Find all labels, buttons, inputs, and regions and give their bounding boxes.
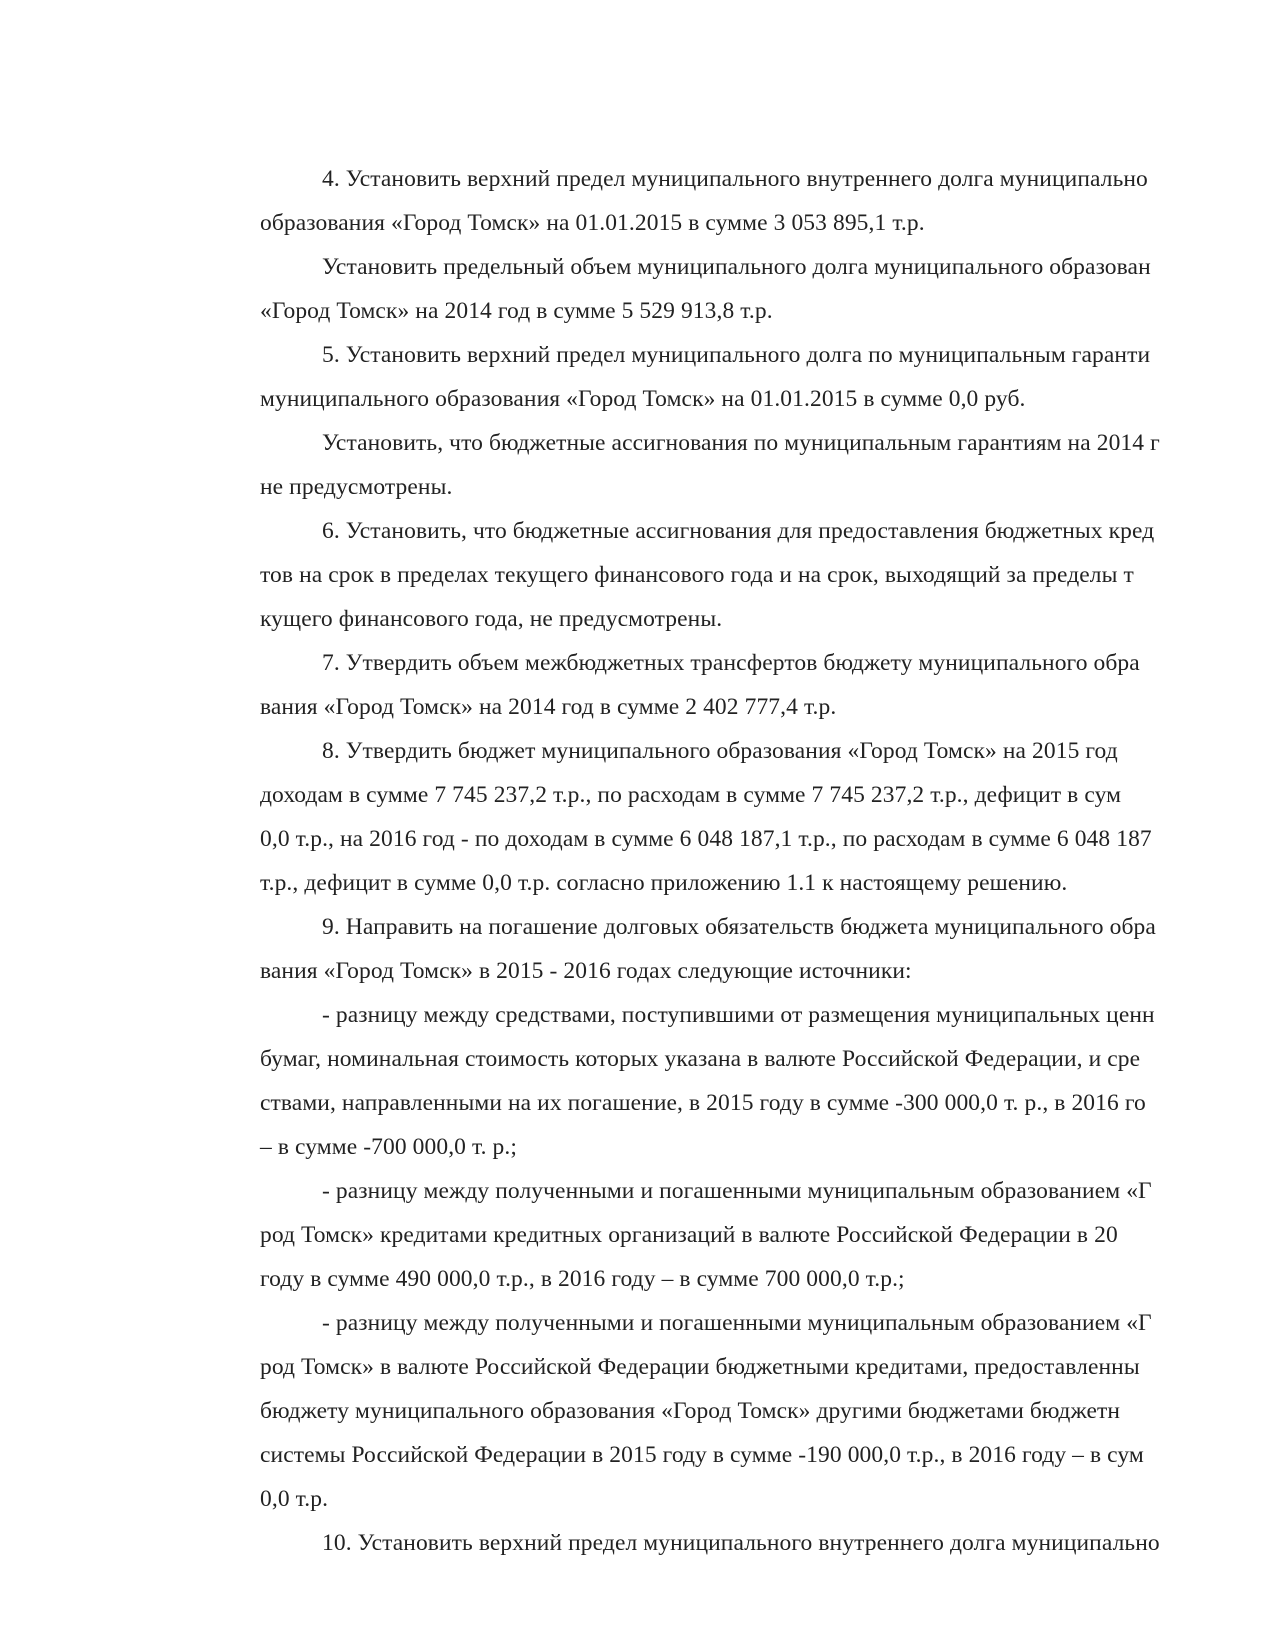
paragraph-4-line-2: образования «Город Томск» на 01.01.2015 в сумме 3 053 895,1 т.р.: [260, 210, 925, 236]
list-item-1-line-3: ствами, направленными на их погашение, в 2015 году в сумме -300 000,0 т. р., в 2016 го: [260, 1090, 1146, 1116]
paragraph-6-line-1: 6. Установить, что бюджетные ассигнования для предоставления бюджетных кред: [322, 518, 1155, 544]
list-item-3-line-1: - разницу между полученными и погашенными муниципальным образованием «Г: [322, 1310, 1152, 1336]
list-item-3-line-5: 0,0 т.р.: [260, 1486, 329, 1512]
paragraph-6-line-3: кущего финансового года, не предусмотрены.: [260, 606, 723, 632]
list-item-2-line-2: род Томск» кредитами кредитных организаций в валюте Российской Федерации в 20: [260, 1222, 1118, 1248]
paragraph-8-line-1: 8. Утвердить бюджет муниципального образования «Город Томск» на 2015 год: [322, 738, 1118, 764]
paragraph-5b-line-1: Установить, что бюджетные ассигнования по муниципальным гарантиям на 2014 г: [322, 430, 1160, 456]
list-item-1-line-2: бумаг, номинальная стоимость которых указана в валюте Российской Федерации, и сре: [260, 1046, 1141, 1072]
paragraph-9-line-1: 9. Направить на погашение долговых обязательств бюджета муниципального обра: [322, 914, 1156, 940]
paragraph-8-line-3: 0,0 т.р., на 2016 год - по доходам в сумме 6 048 187,1 т.р., по расходам в сумме 6 048 187: [260, 826, 1152, 852]
paragraph-8-line-2: доходам в сумме 7 745 237,2 т.р., по расходам в сумме 7 745 237,2 т.р., дефицит в сум: [260, 782, 1122, 808]
paragraph-5-line-1: 5. Установить верхний предел муниципального долга по муниципальным гаранти: [322, 342, 1151, 368]
paragraph-4b-line-2: «Город Томск» на 2014 год в сумме 5 529 913,8 т.р.: [260, 298, 773, 324]
list-item-1-line-4: – в сумме -700 000,0 т. р.;: [260, 1134, 518, 1160]
list-item-2-line-1: - разницу между полученными и погашенными муниципальным образованием «Г: [322, 1178, 1152, 1204]
list-item-3-line-4: системы Российской Федерации в 2015 году в сумме -190 000,0 т.р., в 2016 году – в сум: [260, 1442, 1144, 1468]
paragraph-4-line-1: 4. Установить верхний предел муниципального внутреннего долга муниципально: [322, 166, 1148, 192]
list-item-3-line-2: род Томск» в валюте Российской Федерации бюджетными кредитами, предоставленны: [260, 1354, 1140, 1380]
paragraph-7-line-1: 7. Утвердить объем межбюджетных трансфертов бюджету муниципального обра: [322, 650, 1140, 676]
paragraph-10-line-1: 10. Установить верхний предел муниципального внутреннего долга муниципально: [322, 1530, 1160, 1556]
paragraph-7-line-2: вания «Город Томск» на 2014 год в сумме 2 402 777,4 т.р.: [260, 694, 837, 720]
list-item-3-line-3: бюджету муниципального образования «Город Томск» другими бюджетами бюджетн: [260, 1398, 1121, 1424]
paragraph-5-line-2: муниципального образования «Город Томск» на 01.01.2015 в сумме 0,0 руб.: [260, 386, 1026, 412]
list-item-2-line-3: году в сумме 490 000,0 т.р., в 2016 году – в сумме 700 000,0 т.р.;: [260, 1266, 905, 1292]
list-item-1-line-1: - разницу между средствами, поступившими от размещения муниципальных ценн: [322, 1002, 1155, 1028]
paragraph-5b-line-2: не предусмотрены.: [260, 474, 453, 500]
paragraph-9-line-2: вания «Город Томск» в 2015 - 2016 годах следующие источники:: [260, 958, 912, 984]
paragraph-8-line-4: т.р., дефицит в сумме 0,0 т.р. согласно приложению 1.1 к настоящему решению.: [260, 870, 1068, 896]
paragraph-6-line-2: тов на срок в пределах текущего финансового года и на срок, выходящий за пределы т: [260, 562, 1134, 588]
paragraph-4b-line-1: Установить предельный объем муниципального долга муниципального образован: [322, 254, 1151, 280]
